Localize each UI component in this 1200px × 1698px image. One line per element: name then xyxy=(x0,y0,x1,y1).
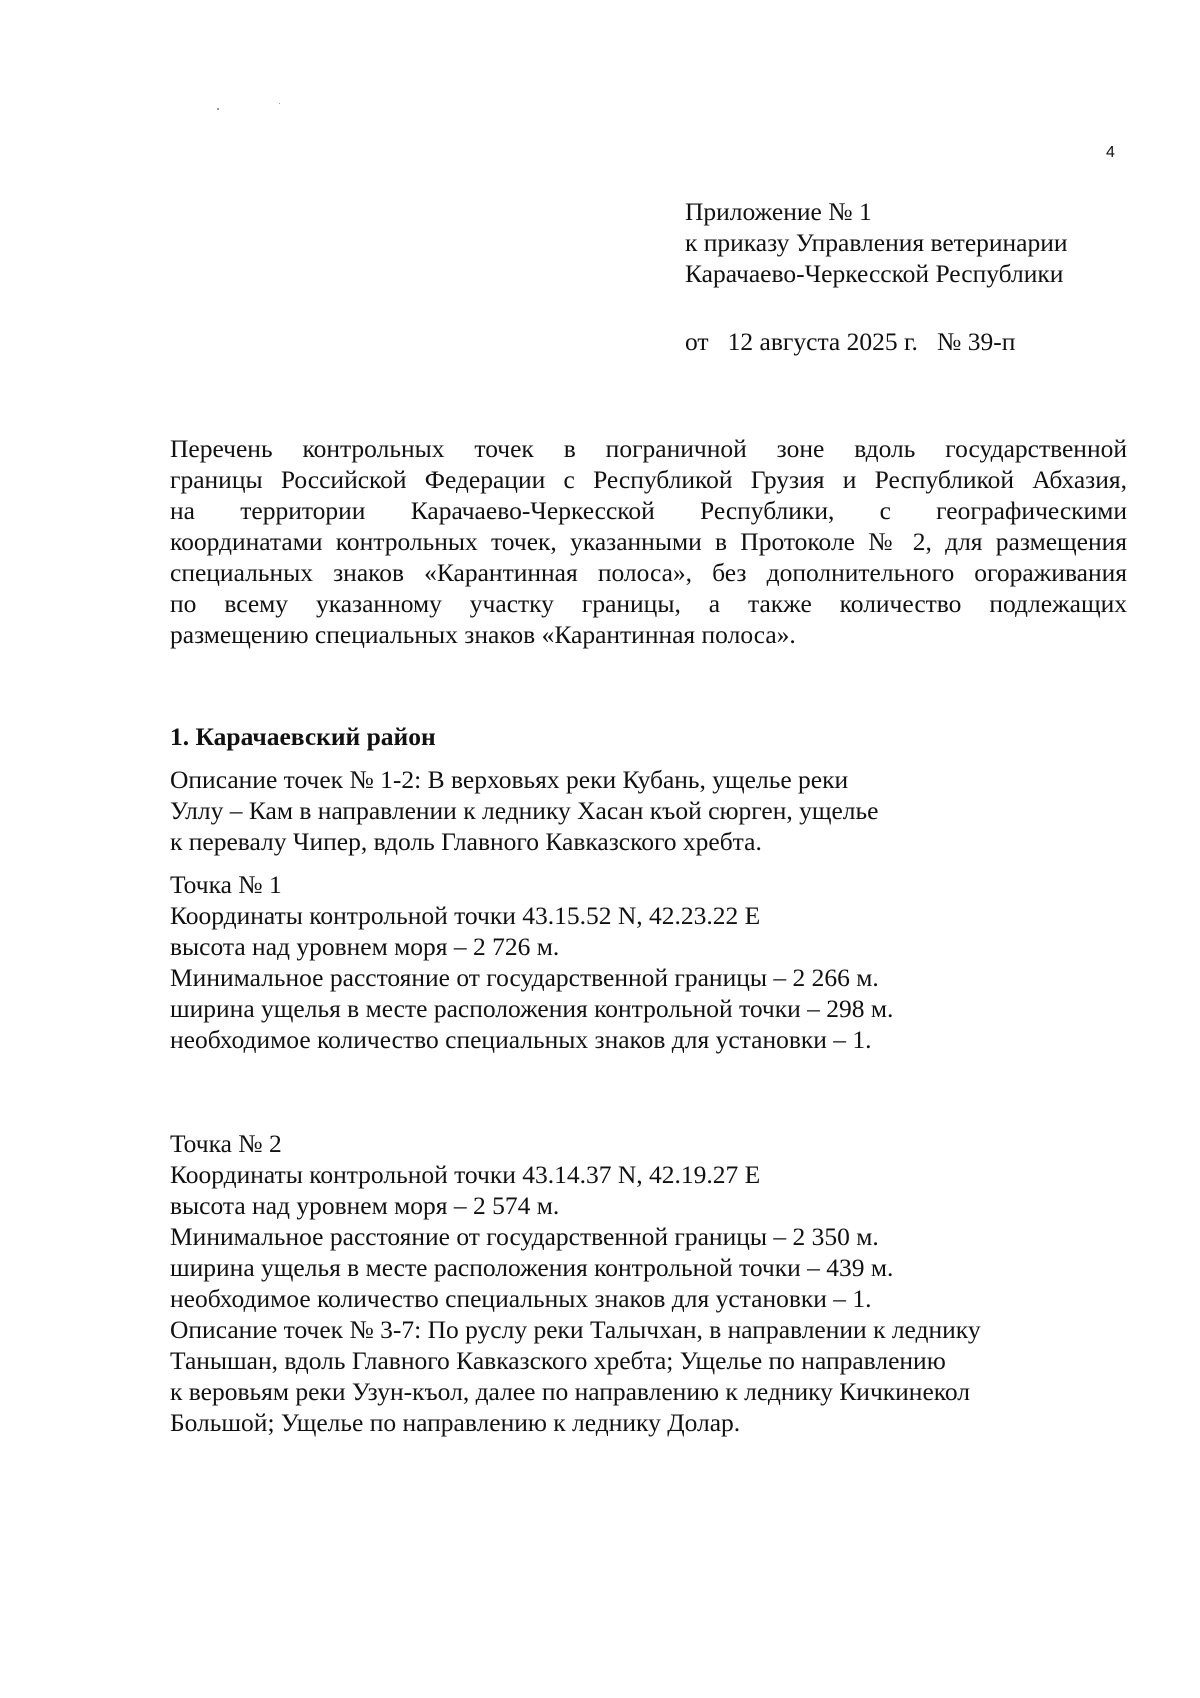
point-title: Точка № 2 xyxy=(170,1129,282,1158)
text-line: к веровьям реки Узун-къол, далее по направлению к леднику Кичкинекол xyxy=(170,1377,971,1406)
intro-line: координатами контрольных точек, указанными в Протоколе № 2, для размещения xyxy=(170,527,1127,556)
point-1-block xyxy=(170,869,893,1055)
page-number: 4 xyxy=(1106,144,1115,161)
text-line: Большой; Ущелье по направлению к леднику Долар. xyxy=(170,1408,741,1437)
point-sign-count: необходимое количество специальных знаков для установки – 1. xyxy=(170,1284,872,1313)
intro-line: границы Российской Федерации с Республикой Грузия и Республикой Абхазия, xyxy=(170,465,1127,494)
intro-paragraph xyxy=(170,433,1127,650)
appendix-line: Приложение № 1 xyxy=(685,197,872,226)
point-2-block xyxy=(170,1128,893,1314)
appendix-header xyxy=(685,196,1068,289)
intro-line: на территории Карачаево-Черкесской Республики, с географическими xyxy=(170,496,1127,525)
text-line: Уллу – Кам в направлении к леднику Хасан къой сюрген, ущелье xyxy=(170,796,879,825)
point-coordinates: Координаты контрольной точки 43.14.37 N, 42.19.27 E xyxy=(170,1160,761,1189)
point-title: Точка № 1 xyxy=(170,870,282,899)
point-altitude: высота над уровнем моря – 2 726 м. xyxy=(170,932,560,961)
appendix-line: Карачаево-Черкесской Республики xyxy=(685,259,1064,288)
description-points-1-2 xyxy=(170,764,878,857)
intro-line: Перечень контрольных точек в пограничной зоне вдоль государственной xyxy=(170,434,1127,463)
intro-line: размещению специальных знаков «Карантинная полоса». xyxy=(170,620,796,649)
point-border-distance: Минимальное расстояние от государственной границы – 2 350 м. xyxy=(170,1222,879,1251)
order-reference: от 12 августа 2025 г. № 39-п xyxy=(685,327,1016,356)
scan-speck xyxy=(279,103,280,104)
point-sign-count: необходимое количество специальных знаков для установки – 1. xyxy=(170,1025,872,1054)
intro-line: специальных знаков «Карантинная полоса», без дополнительного огораживания xyxy=(170,558,1127,587)
description-points-3-7 xyxy=(170,1314,981,1438)
text-line: к перевалу Чипер, вдоль Главного Кавказского хребта. xyxy=(170,827,762,856)
section-heading: 1. Карачаевский район xyxy=(170,722,436,751)
point-coordinates: Координаты контрольной точки 43.15.52 N, 42.23.22 E xyxy=(170,901,761,930)
text-line: Описание точек № 1-2: В верховьях реки Кубань, ущелье реки xyxy=(170,765,849,794)
point-gorge-width: ширина ущелья в месте расположения контрольной точки – 298 м. xyxy=(170,994,894,1023)
point-altitude: высота над уровнем моря – 2 574 м. xyxy=(170,1191,560,1220)
point-border-distance: Минимальное расстояние от государственной границы – 2 266 м. xyxy=(170,963,879,992)
appendix-line: к приказу Управления ветеринарии xyxy=(685,228,1068,257)
intro-line: по всему указанному участку границы, а также количество подлежащих xyxy=(170,589,1127,618)
text-line: Танышан, вдоль Главного Кавказского хребта; Ущелье по направлению xyxy=(170,1346,946,1375)
point-gorge-width: ширина ущелья в месте расположения контрольной точки – 439 м. xyxy=(170,1253,894,1282)
scan-speck xyxy=(217,108,219,110)
text-line: Описание точек № 3-7: По руслу реки Талычхан, в направлении к леднику xyxy=(170,1315,981,1344)
